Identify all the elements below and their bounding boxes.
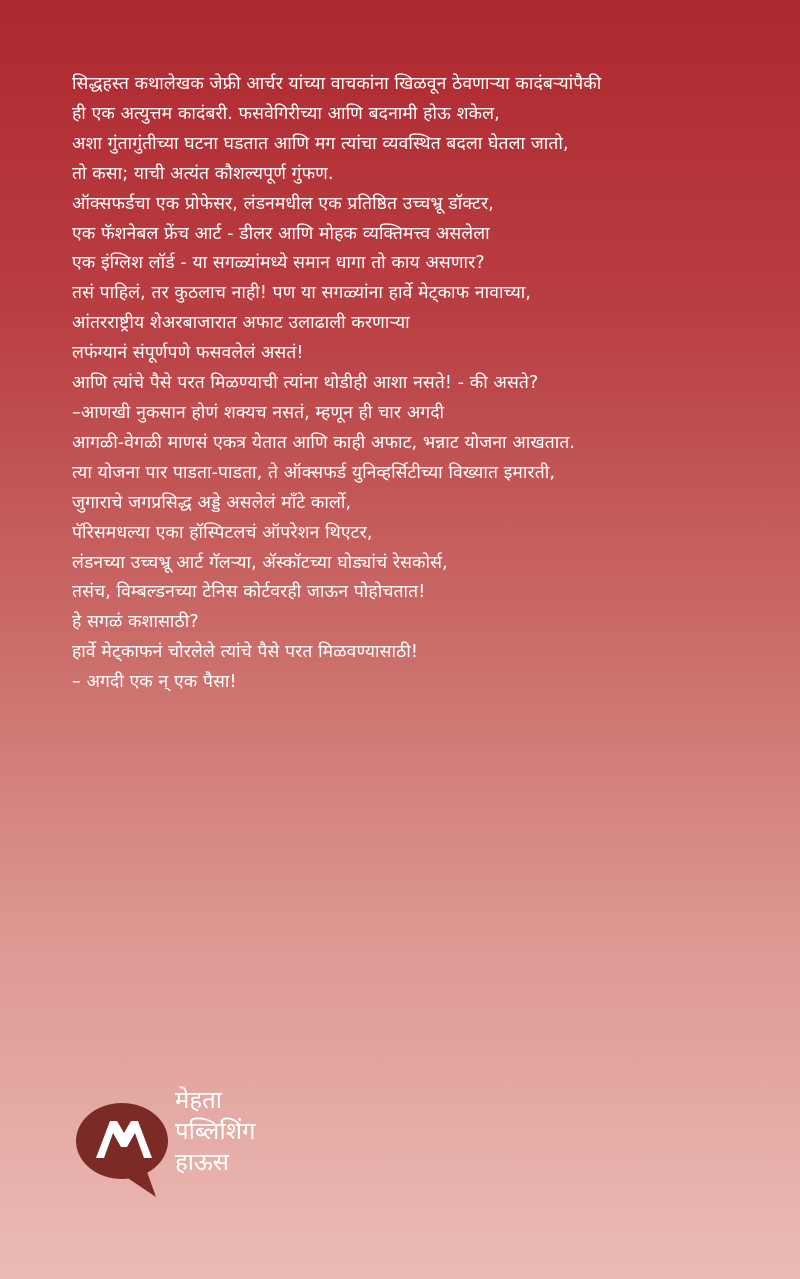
blurb-line: हार्वे मेट्काफनं चोरलेले त्यांचे पैसे परत मिळवण्यासाठी! <box>72 642 419 663</box>
publisher-brand <box>72 1085 332 1205</box>
publisher-name <box>175 1085 256 1178</box>
blurb-line: अशा गुंतागुंतीच्या घटना घडतात आणि मग त्यांचा व्यवस्थित बदला घेतला जातो, <box>72 133 569 154</box>
blurb-line: तसं पाहिलं, तर कुठलाच नाही! पण या सगळ्यांना हार्वे मेट्काफ नावाच्या, <box>72 283 532 304</box>
publisher-name-line-1: मेहता <box>175 1086 222 1114</box>
blurb-line: जुगाराचे जगप्रसिद्ध अड्डे असलेलं माँटे कार्लो, <box>72 492 352 513</box>
publisher-name-line-3: हाऊस <box>175 1148 230 1176</box>
blurb-line: हे सगळं कशासाठी? <box>72 612 199 633</box>
blurb-line: ही एक अत्युत्तम कादंबरी. फसवेगिरीच्या आणि बदनामी होऊ शकेल, <box>72 103 500 124</box>
blurb-line: – अगदी एक न् एक पैसा! <box>72 672 237 693</box>
blurb-line: तो कसा; याची अत्यंत कौशल्यपूर्ण गुंफण. <box>72 163 334 184</box>
publisher-name-line-2: पब्लिशिंग <box>175 1117 256 1145</box>
blurb-line: आगळी-वेगळी माणसं एकत्र येतात आणि काही अफाट, भन्नाट योजना आखतात. <box>72 432 576 453</box>
blurb-line: तसंच, विम्बल्डनच्या टेनिस कोर्टवरही जाऊन पोहोचतात! <box>72 582 426 603</box>
blurb-line: आंतरराष्ट्रीय शेअरबाजारात अफाट उलाढाली करणाऱ्या <box>72 313 410 334</box>
blurb-line: लफंग्यानं संपूर्णपणे फसवलेलं असतं! <box>72 343 304 364</box>
blurb-line: एक इंग्लिश लॉर्ड - या सगळ्यांमध्ये समान धागा तो काय असणार? <box>72 253 485 274</box>
book-blurb <box>72 70 782 698</box>
mehta-speech-bubble-logo-icon <box>72 1097 172 1197</box>
blurb-line: सिद्धहस्त कथालेखक जेफ्री आर्चर यांच्या वाचकांना खिळवून ठेवणाऱ्या कादंबऱ्यांपैकी <box>72 74 602 94</box>
blurb-line: लंडनच्या उच्चभ्रू आर्ट गॅलऱ्या, ॲस्कॉटच्या घोड्यांचं रेसकोर्स, <box>72 552 448 573</box>
blurb-line: एक फॅशनेबल फ्रेंच आर्ट - डीलर आणि मोहक व्यक्तिमत्त्व असलेला <box>72 223 490 244</box>
blurb-line: –आणखी नुकसान होणं शक्यच नसतं, म्हणून ही चार अगदी <box>72 402 445 423</box>
blurb-line: पॅरिसमधल्या एका हॉस्पिटलचं ऑपरेशन थिएटर, <box>72 522 373 543</box>
blurb-line: आणि त्यांचे पैसे परत मिळण्याची त्यांना थोडीही आशा नसते! - की असते? <box>72 373 539 394</box>
blurb-line: त्या योजना पार पाडता-पाडता, ते ऑक्सफर्ड युनिव्हर्सिटीच्या विख्यात इमारती, <box>72 462 556 483</box>
blurb-line: ऑक्सफर्डचा एक प्रोफेसर, लंडनमधील एक प्रतिष्ठित उच्चभ्रू डॉक्टर, <box>72 193 494 214</box>
